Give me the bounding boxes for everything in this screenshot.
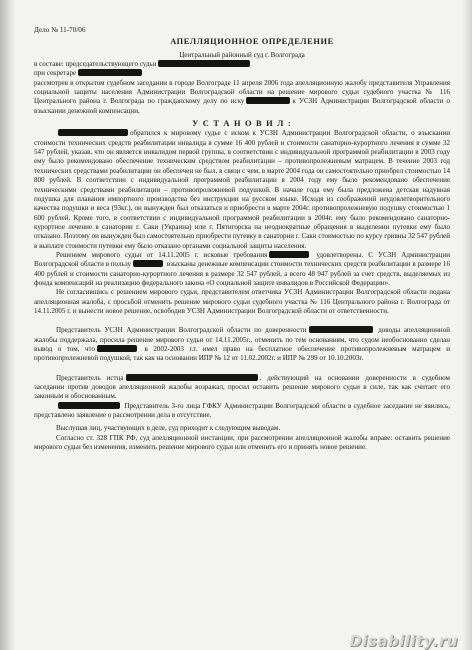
- hearing-text: рассмотрев в открытом судебном заседании в городе Волгограде 11 апреля 2006 года апелляционную жалобу представителя Управления социальной защиты населения Администрации Волгоградской области на решение мирового судьи судебного участка № 116 Центрального района г. Волгограда по гражданскому делу по иску: [34, 78, 450, 106]
- redacted-plaintiff-name: [246, 97, 290, 104]
- site-watermark: Disability.ru: [349, 631, 458, 650]
- paragraph-text: обратился к мировому судье с иском к УСЗН Администрации Волгоградской области, о взыскании стоимости технических средств реабилитации инвалида в сумме 16 400 рублей и стоимости санаторно-курортного лечения в сумме 32 547 рублей, указав, что он является инвалидом первой группы, в соответствии с индивидуальной программой реабилитации в 2003 году ему было рекомендовано обеспечение техническим средством реабилитации – противопролежневым матрацем. В течение 2003 год технических средствами реабилитации он обеспечен не был, в связи с чем, в марте 2004 года он самостоятельно приобрел стоимостью 14 800 рублей. В соответствии с индивидуальной программой реабилитации в 2004 году ему было рекомендовано обеспечение техническими средствами реабилитации – противопролежневой подушкой. В начале года ему была предложена детская надувная подушка для плавания импортного производства без инструкции на русском языке. Исходя из соображений неудовлетворительного качества подушки и веса (93кг.), он вынужден был отказаться и приобрести в марте 2004г. противопролежневую подушку стоимостью 1 600 рублей. Кроме того, в соответствии с индивидуальной программой реабилитации в 2004г. ему было рекомендовано санаторно-курортное лечение в санатории г. Саки (Украина) или г. Пятигорска на неоднократные обращения в выделении путевки ему было отказано. Поэтому он вынужден был самостоятельно приобрести путевку в санатории г. Саки стоимостью по курсу гривны 32 547 рублей в выплате стоимости путевки ему было отказано органами социальной защиты населения.: [34, 129, 450, 250]
- secretary-label: при секретаре: [34, 69, 77, 78]
- body-paragraph-2: [34, 251, 450, 288]
- redacted-name: [58, 402, 120, 409]
- paragraph-text: Представитель УСЗН Администрации Волгоградской области по доверенности: [56, 326, 307, 335]
- case-number: Дело № 11-70/06: [34, 26, 86, 34]
- paragraph-text: взысканы денежные компенсации стоимости технических средств реабилитации в размере 16 400 рублей и стоимости санаторно-курортного лечения в размере 32 547 рублей, а всего 48 947 рублей за счет средств, выделяемых из фонда компенсаций на реализацию федерального закона «О социальной защите инвалидов в Российской Федерации».: [34, 260, 450, 287]
- redacted-plaintiff-name: [97, 345, 137, 352]
- redacted-representative-name: [309, 326, 373, 333]
- paragraph-text: в судебное заседание не явились, представлено заявление о рассмотрении дела в отсутствие.: [34, 401, 450, 420]
- body-paragraph-4: [34, 326, 450, 363]
- redacted-representative-name: [126, 374, 258, 381]
- paragraph-spacer: [34, 316, 450, 326]
- paragraph-text: Представитель 3-го лица ГФКУ Администрации Волгоградской области: [124, 401, 346, 410]
- section-heading-ustanovil: У С Т А Н О В И Л :: [192, 119, 292, 129]
- redacted-plaintiff-name: [133, 260, 163, 267]
- body-paragraph-6: [34, 402, 450, 421]
- body-paragraph-7: Выслушав лиц, участвующих в деле, суд приходит к следующим выводам.: [56, 424, 281, 433]
- document-title: АПЕЛЛЯЦИОННОЕ ОПРЕДЕЛЕНИЕ: [170, 37, 334, 47]
- body-paragraph-1: [34, 129, 450, 250]
- composition-label: в составе: председательствующего судьи: [34, 60, 157, 69]
- court-name: Центральный районный суд г. Волгограда: [179, 50, 305, 59]
- body-paragraph-8: Согласно ст. 328 ГПК РФ, суд апелляционной инстанции, при рассмотрении апелляционной жалобы вправе: оставить решение мирового судьи без изменения, изменить решение мирового судьи или отменить его и принять новое решение.: [34, 433, 450, 452]
- paragraph-text: в 2002-2003 г.г. имел право на бесплатное обеспечение противопролежневым матрацем и противопролежневой подушкой, так как на основании ИПР № 12 от 11.02.2002г. и ИПР № 299 от 10.10.2003г.: [34, 345, 450, 363]
- redacted-judge-name: [158, 60, 250, 67]
- redacted-plaintiff-name: [58, 129, 128, 136]
- paragraph-text: Решением мирового судьи от 14.11.2005 г. исковые требования: [56, 250, 268, 259]
- paragraph-spacer: [34, 364, 450, 374]
- paragraph-text: , действующий на основании доверенности в судебном заседании против доводов апелляционной жалобы возражал, просил оставить решение мирового судьи в силе, так как считает его законным и обоснованным.: [34, 373, 450, 401]
- hearing-paragraph: [34, 79, 450, 116]
- paragraph-text: доводы апелляционной жалобы поддержала, просила решение мирового судьи от 14.11.2005г., отменить по тем основаниям, что судом необоснованно сделан вывод о том, что: [34, 326, 451, 353]
- court-composition: [34, 60, 450, 69]
- court-secretary: [34, 69, 450, 78]
- paragraph-text: Представитель истца: [56, 373, 124, 382]
- redacted-secretary-name: [78, 69, 142, 76]
- redacted-plaintiff-name: [269, 251, 309, 258]
- paragraph-text: удовлетворены. С УСЗН Администрации Волгоградской области в пользу: [34, 250, 450, 269]
- body-paragraph-3: Не согласившись с решением мирового судьи, представителем ответчика УСЗН Администрации Волгоградской области подана апелляционная жалоба, с просьбой отменить решение мирового судьи судебного участка № 116 Центрального района г. Волгограда от 14.11.2005 г. и вынести новое решение, освободив УСЗН Администрации Волгоградской области от ответственности.: [34, 288, 450, 315]
- body-paragraph-5: [34, 374, 450, 402]
- hearing-text-tail: к УСЗН Администрации Волгоградской области о взыскании денежной компенсации,: [34, 97, 450, 115]
